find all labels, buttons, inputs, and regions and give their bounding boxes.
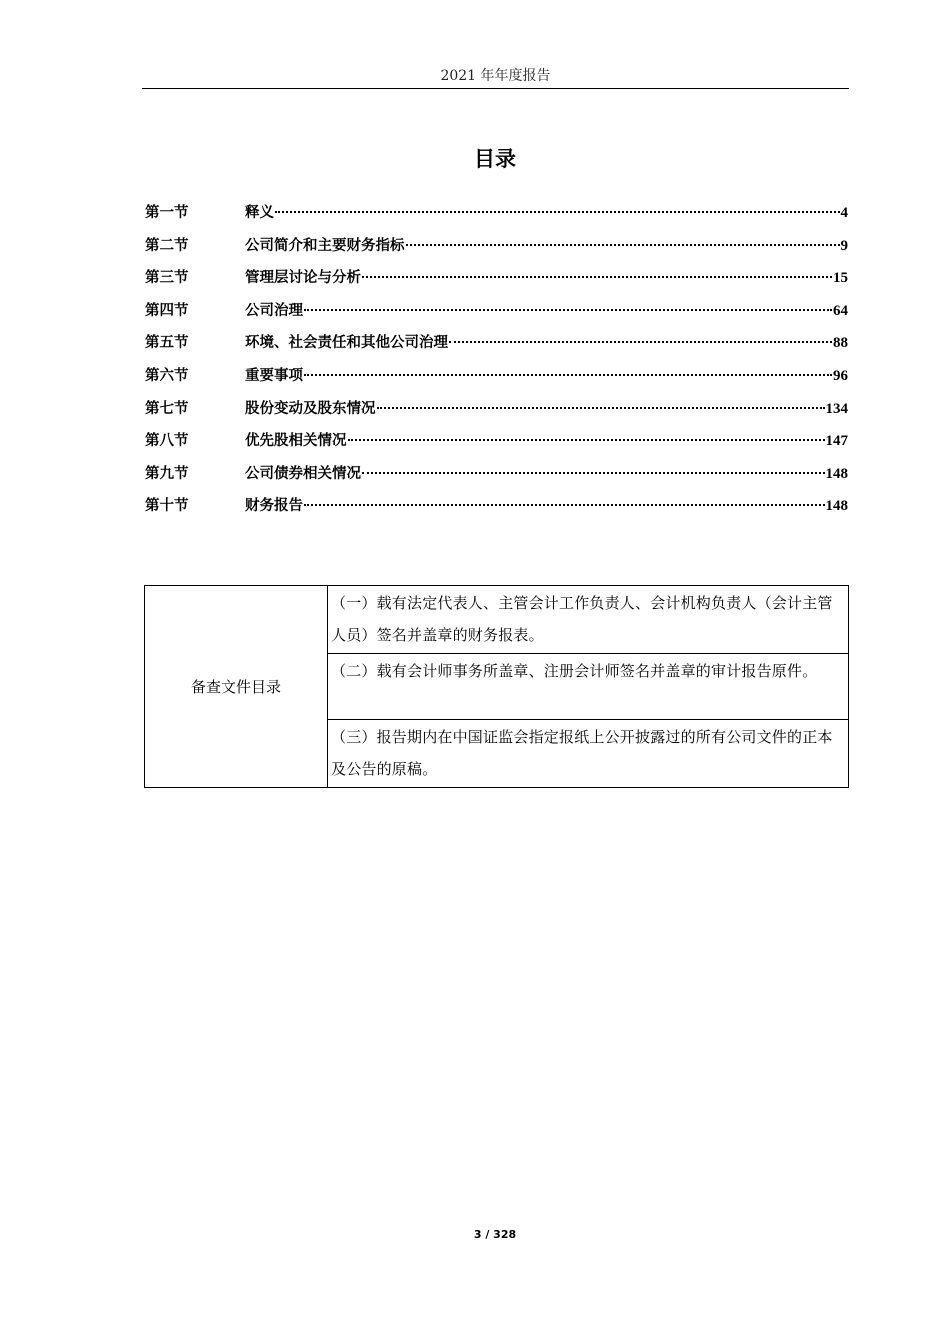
page-number: 3 / 328 <box>473 1228 517 1241</box>
toc-entry[interactable] <box>145 493 848 526</box>
toc-page-number: 147 <box>825 433 848 450</box>
toc-page-number: 134 <box>825 400 848 417</box>
toc-entry[interactable] <box>145 200 848 233</box>
toc-entry[interactable] <box>145 428 848 461</box>
toc-leader-dots <box>275 211 840 213</box>
reference-document-item: （三）报告期内在中国证监会指定报纸上公开披露过的所有公司文件的正本及公告的原稿。 <box>328 720 849 788</box>
toc-title: 目录 <box>474 147 516 171</box>
toc-leader-dots <box>304 374 832 376</box>
toc-page-number: 9 <box>840 237 848 254</box>
toc-entry[interactable] <box>145 265 848 298</box>
toc-page-number: 15 <box>833 270 848 287</box>
report-title: 2021 年年度报告 <box>440 68 551 84</box>
toc-entry[interactable] <box>145 298 848 331</box>
toc-leader-dots <box>377 407 825 409</box>
reference-documents-table <box>144 585 849 788</box>
toc-leader-dots <box>449 341 832 343</box>
toc-section-name: 重要事项 <box>245 367 303 384</box>
toc-page-number: 4 <box>840 205 848 221</box>
toc-section-name: 环境、社会责任和其他公司治理 <box>245 335 448 352</box>
toc-section-name: 股份变动及股东情况 <box>245 400 376 417</box>
toc-leader-dots <box>362 276 832 278</box>
toc-section-number: 第七节 <box>145 400 189 417</box>
table-of-contents <box>145 200 848 526</box>
toc-entry[interactable] <box>145 461 848 494</box>
reference-document-item: （二）载有会计师事务所盖章、注册会计师签名并盖章的审计报告原件。 <box>328 654 849 720</box>
toc-leader-dots <box>304 504 825 506</box>
toc-section-number: 第二节 <box>145 237 189 254</box>
toc-section-number: 第八节 <box>145 433 189 450</box>
toc-page-number: 88 <box>833 335 848 352</box>
toc-section-name: 公司债券相关情况 <box>245 465 361 482</box>
reference-document-item: （一）载有法定代表人、主管会计工作负责人、会计机构负责人（会计主管人员）签名并盖章的财务报表。 <box>328 586 849 654</box>
toc-section-name: 公司治理 <box>245 302 303 319</box>
page-header <box>142 66 849 89</box>
toc-leader-dots <box>348 439 825 441</box>
toc-entry[interactable] <box>145 233 848 266</box>
toc-leader-dots <box>304 309 832 311</box>
toc-entry[interactable] <box>145 330 848 363</box>
toc-section-name: 释义 <box>245 205 274 221</box>
table-row <box>145 586 849 654</box>
toc-page-number: 96 <box>833 367 848 384</box>
reference-documents-label: 备查文件目录 <box>145 586 328 788</box>
toc-section-number: 第一节 <box>145 205 189 221</box>
toc-page-number: 64 <box>833 302 848 319</box>
toc-entry[interactable] <box>145 363 848 396</box>
toc-section-number: 第十节 <box>145 498 189 515</box>
toc-section-name: 优先股相关情况 <box>245 433 347 450</box>
toc-section-number: 第四节 <box>145 302 189 319</box>
toc-section-number: 第三节 <box>145 270 189 287</box>
toc-page-number: 148 <box>825 498 848 515</box>
toc-section-name: 管理层讨论与分析 <box>245 270 361 287</box>
toc-leader-dots <box>406 244 840 246</box>
toc-leader-dots <box>362 472 825 474</box>
toc-entry[interactable] <box>145 396 848 429</box>
toc-section-number: 第九节 <box>145 465 189 482</box>
toc-section-number: 第五节 <box>145 335 189 352</box>
toc-section-name: 财务报告 <box>245 498 303 515</box>
toc-section-number: 第六节 <box>145 367 189 384</box>
toc-page-number: 148 <box>825 465 848 482</box>
toc-section-name: 公司简介和主要财务指标 <box>245 237 405 254</box>
